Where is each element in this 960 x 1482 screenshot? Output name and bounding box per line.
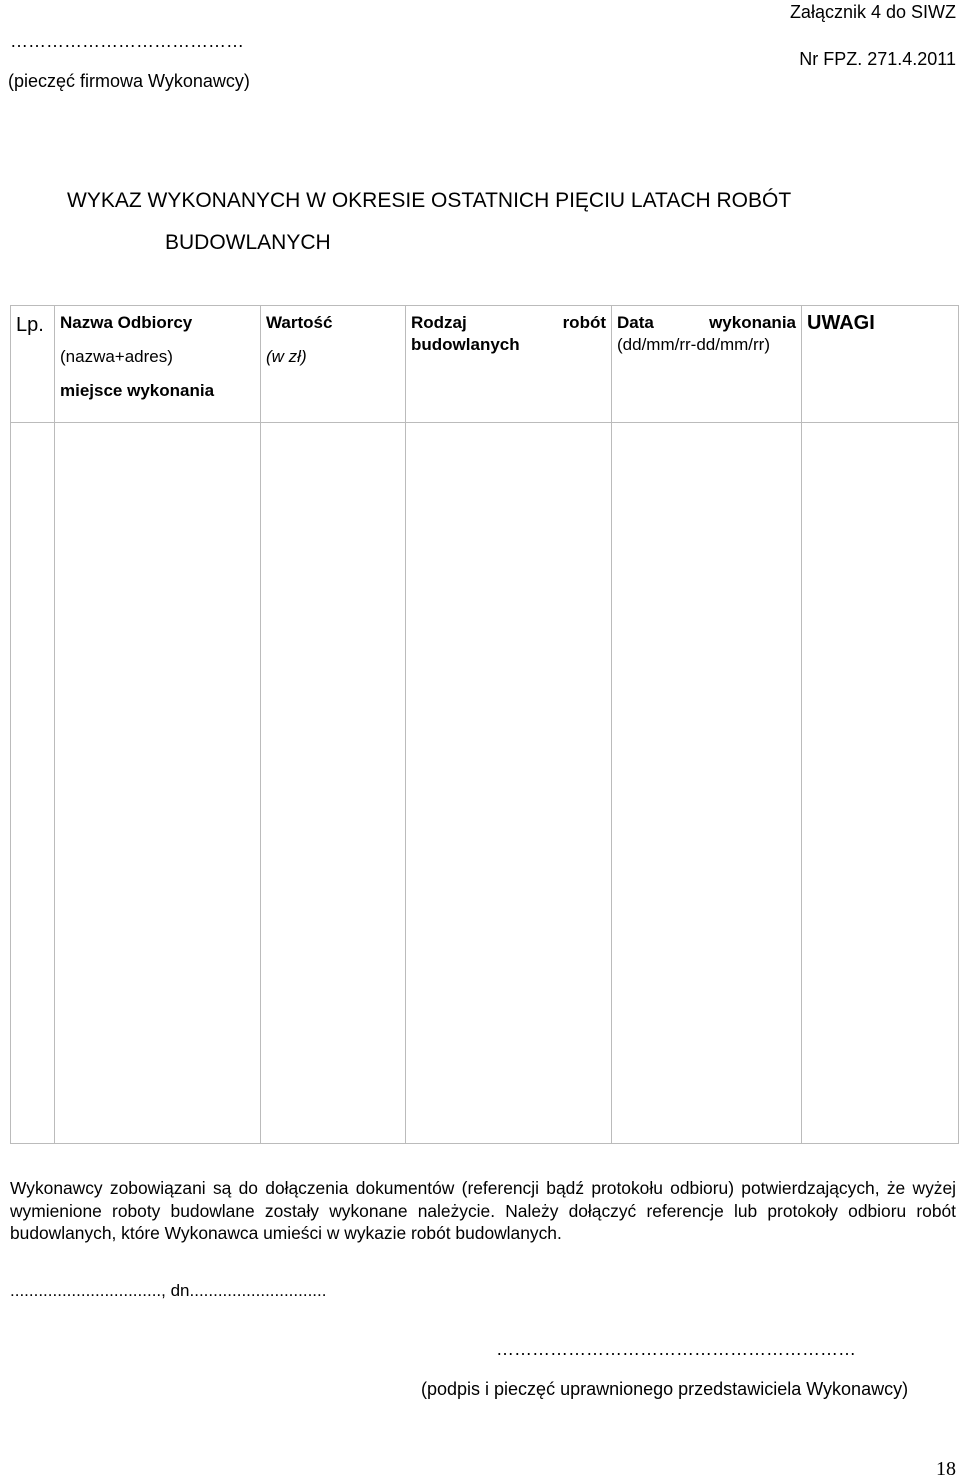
header-value-line2: (w zł) — [266, 347, 307, 366]
page-number: 18 — [936, 1458, 956, 1480]
header-name-line1: Nazwa Odbiorcy — [60, 313, 193, 332]
cell-date[interactable] — [612, 423, 802, 1144]
place-date-line: ................................, dn............................. — [10, 1281, 327, 1300]
header-type — [406, 306, 612, 423]
header-name-line3: miejsce wykonania — [60, 381, 215, 400]
header-type-line2: budowlanych — [411, 335, 520, 354]
instruction-note: Wykonawcy zobowiązani są do dołączenia dokumentów (referencji bądź protokołu odbioru) potwierdzających, że wyżej wymienione roboty budowlane zostały wykonane należycie. Należy dołączyć referencje lub protokoły odbioru robót budowlanych, które Wykonawca umieści w wykazie robót budowlanych. — [10, 1178, 956, 1243]
cell-notes[interactable] — [802, 423, 959, 1144]
header-date-word2: wykonania — [709, 313, 796, 332]
reference-number: Nr FPZ. 271.4.2011 — [799, 49, 956, 69]
signature-label: (podpis i pieczęć uprawnionego przedstawiciela Wykonawcy) — [421, 1379, 909, 1399]
document-title: WYKAZ WYKONANYCH W OKRESIE OSTATNICH PIĘCIU LATACH ROBÓT — [67, 189, 792, 212]
header-name-line2: (nazwa+adres) — [60, 347, 173, 366]
header-date — [612, 306, 802, 423]
table-row — [11, 423, 959, 1144]
header-notes: UWAGI — [802, 306, 959, 423]
header-date-word1: Data — [617, 313, 654, 332]
header-lp: Lp. — [11, 306, 55, 423]
stamp-label: (pieczęć firmowa Wykonawcy) — [8, 71, 250, 91]
header-type-word1: Rodzaj — [411, 313, 467, 332]
signature-dots: …………………………………………………… — [496, 1339, 856, 1359]
cell-name[interactable] — [55, 423, 261, 1144]
header-value — [261, 306, 406, 423]
header-date-line2: (dd/mm/rr-dd/mm/rr) — [617, 335, 770, 354]
attachment-label: Załącznik 4 do SIWZ — [789, 2, 956, 22]
document-title-line2: BUDOWLANYCH — [165, 231, 331, 254]
stamp-dots: ………………………………… — [10, 31, 244, 51]
cell-value[interactable] — [261, 423, 406, 1144]
header-type-word2: robót — [562, 313, 606, 332]
works-table — [10, 305, 959, 1144]
table-header-row — [11, 306, 959, 423]
cell-type[interactable] — [406, 423, 612, 1144]
header-value-line1: Wartość — [266, 313, 333, 332]
cell-lp[interactable] — [11, 423, 55, 1144]
header-name — [55, 306, 261, 423]
